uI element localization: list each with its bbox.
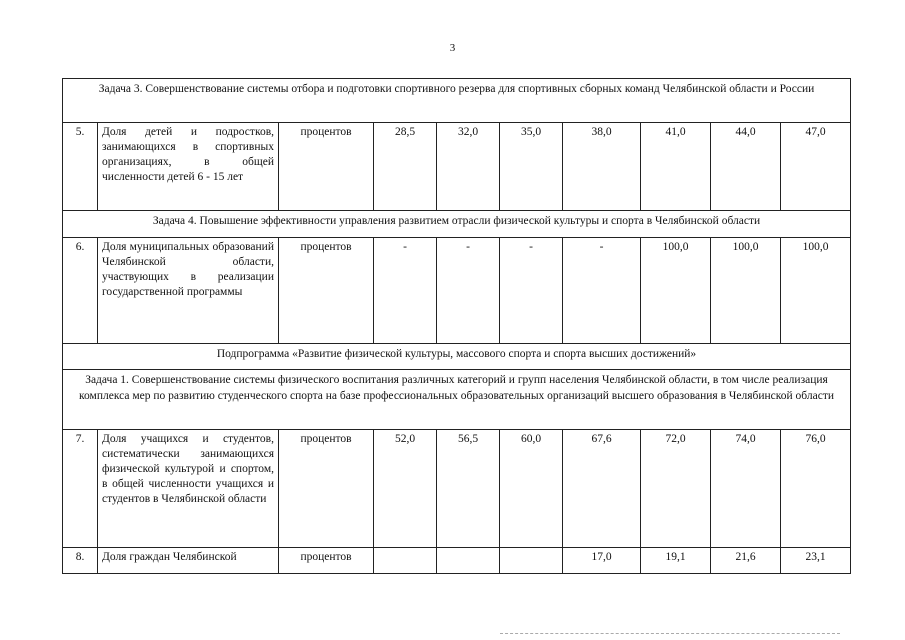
subprogram-row (63, 344, 851, 370)
row-number: 6. (63, 238, 98, 344)
indicator-name: Доля учащихся и студентов, систематически занимающихся физической культурой и спортом, в общей численности учащихся и студентов в Челябинской области (98, 430, 279, 548)
value-cell: 100,0 (711, 238, 781, 344)
section-row (63, 79, 851, 123)
value-cell: 56,5 (437, 430, 500, 548)
value-cell: 72,0 (641, 430, 711, 548)
value-cell: - (374, 238, 437, 344)
value-cell: 23,1 (781, 548, 851, 574)
value-cell (437, 548, 500, 574)
value-cell: 19,1 (641, 548, 711, 574)
indicator-name: Доля детей и подростков, занимающихся в спортивных организациях, в общей численности детей 6 - 15 лет (98, 123, 279, 211)
table-row (63, 548, 851, 574)
table-row (63, 238, 851, 344)
value-cell: 100,0 (641, 238, 711, 344)
value-cell: 17,0 (563, 548, 641, 574)
value-cell: 44,0 (711, 123, 781, 211)
value-cell: 100,0 (781, 238, 851, 344)
value-cell: 28,5 (374, 123, 437, 211)
section-row (63, 370, 851, 430)
value-cell: - (500, 238, 563, 344)
unit-cell: процентов (279, 238, 374, 344)
unit-cell: процентов (279, 430, 374, 548)
value-cell: 74,0 (711, 430, 781, 548)
page-number: 3 (449, 42, 456, 54)
value-cell: 21,6 (711, 548, 781, 574)
value-cell: 76,0 (781, 430, 851, 548)
value-cell: 32,0 (437, 123, 500, 211)
value-cell: - (563, 238, 641, 344)
value-cell: 67,6 (563, 430, 641, 548)
section-heading: Задача 3. Совершенствование системы отбора и подготовки спортивного резерва для спортивных сборных команд Челябинской области и России (63, 79, 851, 123)
indicator-name: Доля муниципальных образований Челябинской области, участвующих в реализации государственной программы (98, 238, 279, 344)
value-cell: 41,0 (641, 123, 711, 211)
value-cell: 52,0 (374, 430, 437, 548)
row-number: 8. (63, 548, 98, 574)
value-cell: 47,0 (781, 123, 851, 211)
unit-cell: процентов (279, 123, 374, 211)
unit-cell: процентов (279, 548, 374, 574)
value-cell: 35,0 (500, 123, 563, 211)
value-cell: - (437, 238, 500, 344)
indicator-name: Доля граждан Челябинской (98, 548, 279, 574)
indicators-table (62, 78, 851, 574)
section-heading: Задача 1. Совершенствование системы физического воспитания различных категорий и групп населения Челябинской области, в том числе реализация комплекса мер по развитию студенческого спорта на базе профессиональных образовательных организаций высшего образования в Челябинской области (63, 370, 851, 430)
section-row (63, 211, 851, 238)
table-row (63, 430, 851, 548)
page-divider (500, 633, 840, 634)
row-number: 5. (63, 123, 98, 211)
row-number: 7. (63, 430, 98, 548)
value-cell (374, 548, 437, 574)
value-cell: 38,0 (563, 123, 641, 211)
subprogram-heading: Подпрограмма «Развитие физической культуры, массового спорта и спорта высших достижений» (63, 344, 851, 370)
value-cell (500, 548, 563, 574)
table-row (63, 123, 851, 211)
value-cell: 60,0 (500, 430, 563, 548)
section-heading: Задача 4. Повышение эффективности управления развитием отрасли физической культуры и спорта в Челябинской области (63, 211, 851, 238)
